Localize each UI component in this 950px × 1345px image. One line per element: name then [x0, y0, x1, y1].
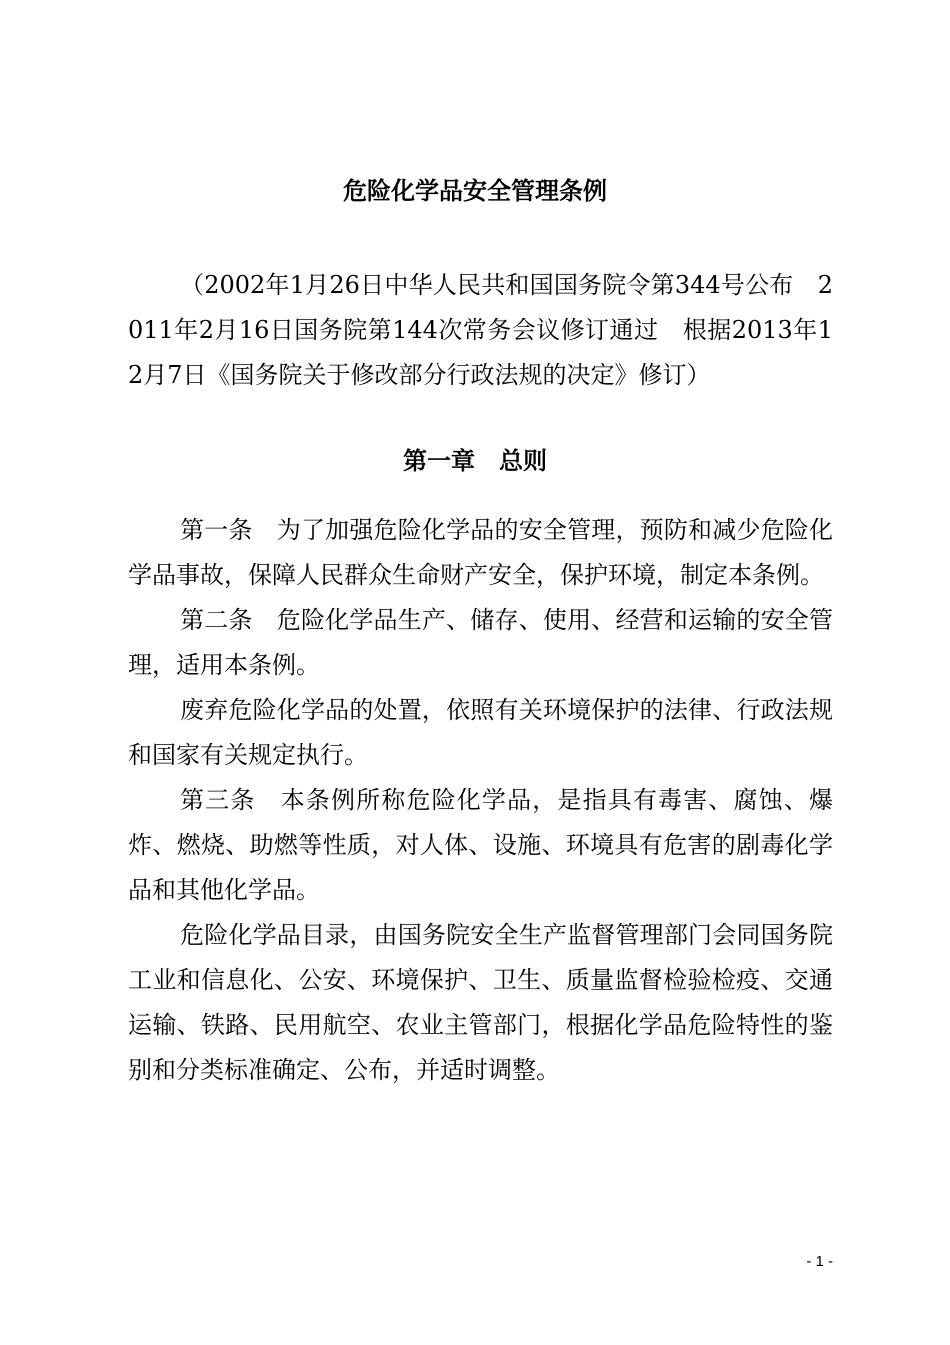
article-text: 危险化学品生产、储存、使用、经营和运输的安全管理，适用本条例。	[128, 606, 833, 679]
article-paragraph	[128, 778, 833, 913]
article-text: 为了加强危险化学品的安全管理，预防和减少危险化学品事故，保障人民群众生命财产安全，保护环境，制定本条例。	[128, 516, 833, 589]
article-body	[128, 508, 833, 1093]
article-paragraph	[128, 508, 833, 598]
document-title: 危险化学品安全管理条例	[343, 177, 607, 205]
article-label: 第二条	[180, 606, 253, 634]
preamble-text: （2002年1月26日中华人民共和国国务院令第344号公布 2011年2月16日国务院第144次常务会议修订通过 根据2013年12月7日《国务院关于修改部分行政法规的决定》修订）	[128, 271, 833, 389]
article-label: 第三条	[180, 786, 256, 814]
page-number: - 1 -	[806, 1253, 833, 1270]
chapter-title: 第一章 总则	[403, 447, 547, 475]
article-paragraph	[128, 688, 833, 778]
article-text: 废弃危险化学品的处置，依照有关环境保护的法律、行政法规和国家有关规定执行。	[128, 696, 833, 769]
preamble-block	[128, 263, 833, 398]
article-text: 危险化学品目录，由国务院安全生产监督管理部门会同国务院工业和信息化、公安、环境保护、卫生、质量监督检验检疫、交通运输、铁路、民用航空、农业主管部门，根据化学品危险特性的鉴别和分类标准确定、公布，并适时调整。	[128, 921, 833, 1084]
article-label: 第一条	[180, 516, 253, 544]
article-text: 本条例所称危险化学品，是指具有毒害、腐蚀、爆炸、燃烧、助燃等性质，对人体、设施、环境具有危害的剧毒化学品和其他化学品。	[128, 786, 834, 904]
article-paragraph	[128, 598, 833, 688]
article-paragraph	[128, 913, 833, 1093]
